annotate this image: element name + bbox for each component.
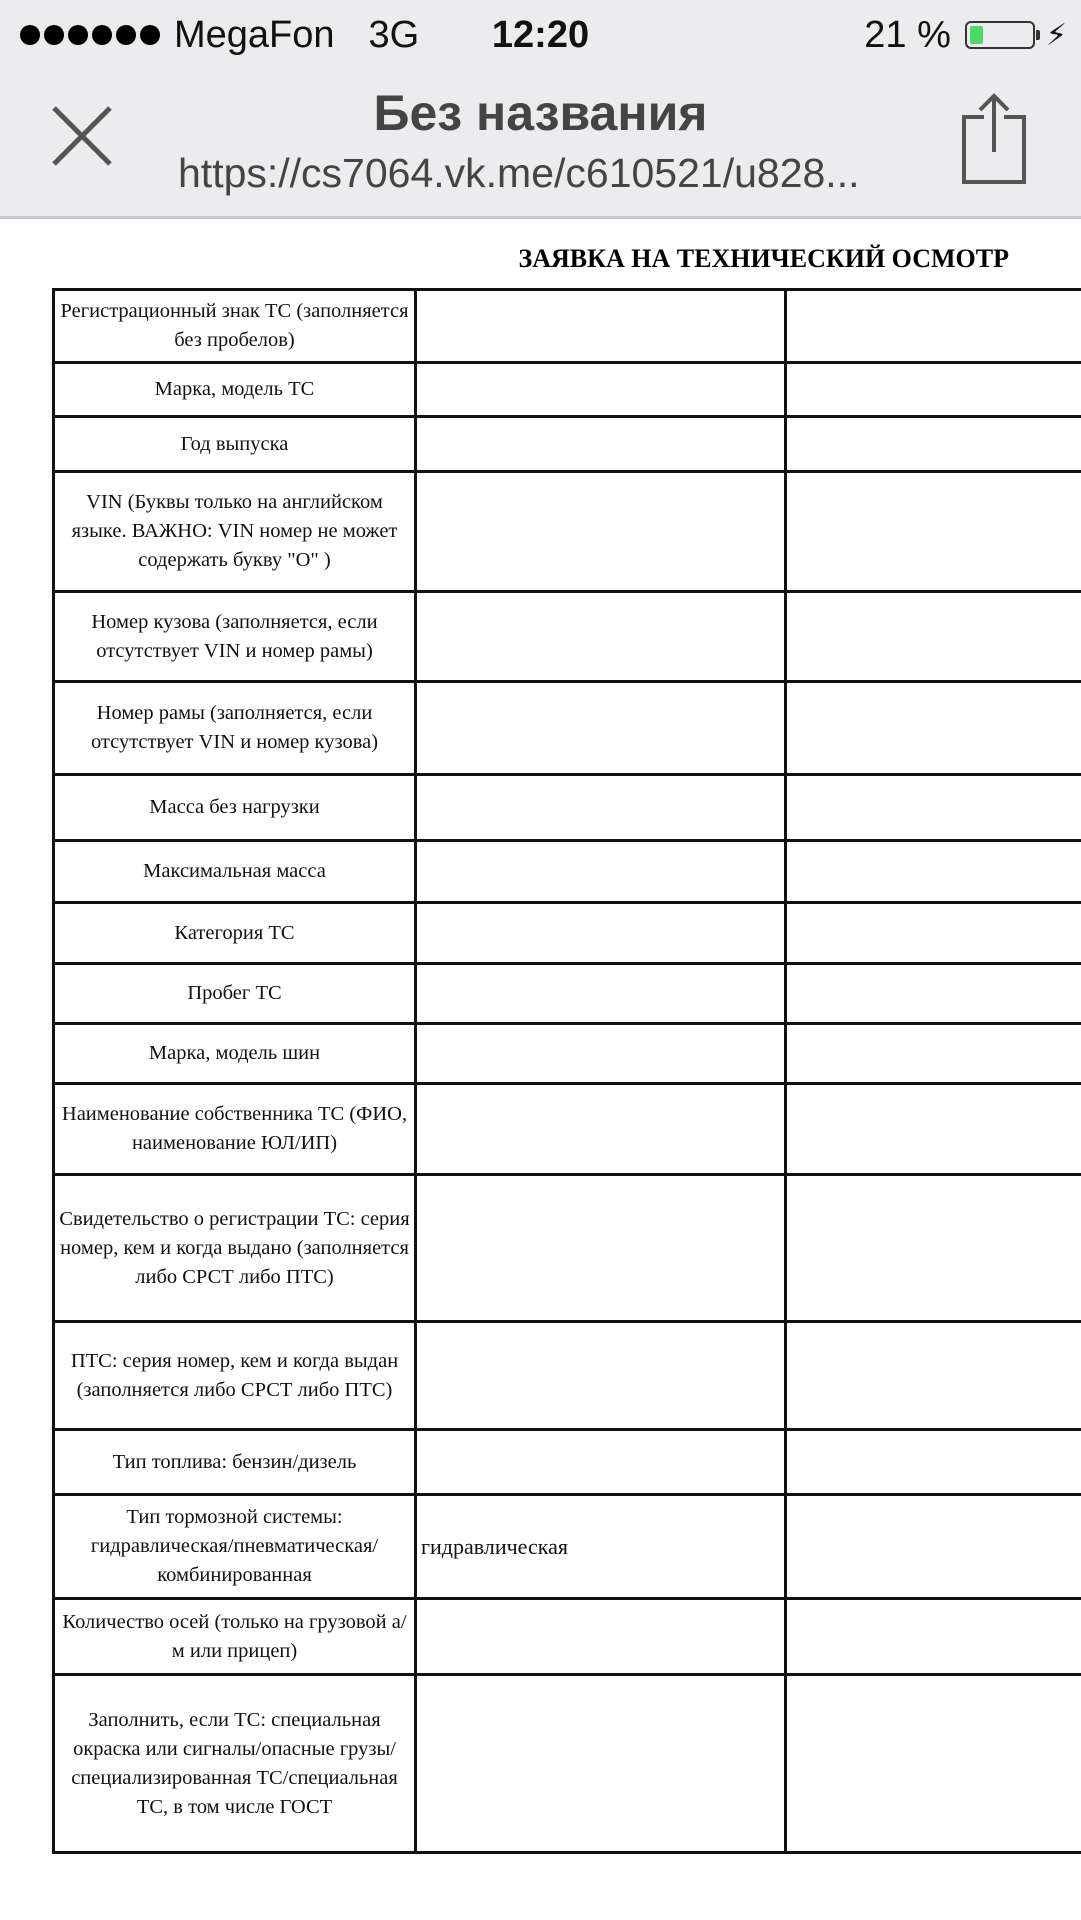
field-label: Наименование собственника ТС (ФИО, наименование ЮЛ/ИП) [54,1084,416,1175]
clock: 12:20 [491,14,590,56]
field-value [416,1675,786,1853]
signal-dot [20,25,40,45]
share-icon[interactable] [960,92,1028,184]
table-row [54,682,1081,775]
field-label: Заполнить, если ТС: специальная окраска или сигналы/опасные грузы/ специализированная ТС/специальная ТС, в том числе ГОСТ [54,1675,416,1853]
signal-dot [68,25,88,45]
field-label: Марка, модель шин [54,1024,416,1084]
page-title: Без названия [373,85,708,141]
table-row [54,1084,1081,1175]
navigation-bar [0,70,1081,219]
field-value [416,592,786,682]
field-value-extra [786,290,1081,363]
field-label: Номер кузова (заполняется, если отсутствует VIN и номер рамы) [54,592,416,682]
field-label: Регистрационный знак ТС (заполняется без пробелов) [54,290,416,363]
field-value-extra [786,682,1081,775]
field-value [416,1430,786,1495]
field-value [416,472,786,592]
table-row [54,903,1081,964]
table-row [54,1495,1081,1599]
table-row [54,592,1081,682]
field-value [416,1084,786,1175]
table-row [54,363,1081,417]
signal-dot [116,25,136,45]
field-value-extra [786,1430,1081,1495]
field-value [416,1175,786,1322]
table-row [54,1430,1081,1495]
signal-dot [44,25,64,45]
battery-level-fill [970,26,983,44]
field-label: Свидетельство о регистрации ТС: серия номер, кем и когда выдано (заполняется либо СРСТ либо ПТС) [54,1175,416,1322]
field-value-extra [786,1175,1081,1322]
field-value-extra [786,592,1081,682]
table-row [54,1175,1081,1322]
bolt-icon: ⚡︎ [1045,18,1067,52]
field-value [416,841,786,903]
status-bar-right [864,10,1067,60]
field-value-extra [786,417,1081,472]
field-value [416,964,786,1024]
page-url: https://cs7064.vk.me/c610521/u828... [178,150,860,196]
field-label: Категория ТС [54,903,416,964]
table-row [54,417,1081,472]
signal-dot [140,25,160,45]
field-value [416,682,786,775]
table-row [54,775,1081,841]
field-value [416,363,786,417]
field-value-extra [786,1024,1081,1084]
field-value-extra [786,1675,1081,1853]
document-title: ЗАЯВКА НА ТЕХНИЧЕСКИЙ ОСМОТР [518,244,1009,273]
field-value-extra [786,964,1081,1024]
signal-dot [92,25,112,45]
field-value-extra [786,1495,1081,1599]
table-row [54,1675,1081,1853]
field-label: Тип тормозной системы: гидравлическая/пневматическая/ комбинированная [54,1495,416,1599]
field-value-extra [786,903,1081,964]
table-row [54,290,1081,363]
field-value [416,290,786,363]
network-type: 3G [368,13,420,56]
carrier-name: MegaFon [174,13,335,56]
field-label: Масса без нагрузки [54,775,416,841]
battery-icon [965,21,1035,49]
table-row [54,964,1081,1024]
field-value-extra [786,363,1081,417]
battery-tip [1036,30,1040,40]
signal-strength-icon [20,25,160,45]
field-label: ПТС: серия номер, кем и когда выдан (заполняется либо СРСТ либо ПТС) [54,1322,416,1430]
field-value [416,417,786,472]
field-label: VIN (Буквы только на английском языке. ВАЖНО: VIN номер не может содержать букву "О" ) [54,472,416,592]
field-value [416,1024,786,1084]
status-bar-left [20,10,419,60]
field-label: Пробег ТС [54,964,416,1024]
table-row [54,1322,1081,1430]
table-row [54,1599,1081,1675]
field-label: Номер рамы (заполняется, если отсутствует VIN и номер кузова) [54,682,416,775]
field-value-extra [786,1599,1081,1675]
field-value [416,903,786,964]
status-bar [0,0,1081,70]
field-label: Тип топлива: бензин/дизель [54,1430,416,1495]
field-label: Количество осей (только на грузовой а/м или прицеп) [54,1599,416,1675]
field-label: Максимальная масса [54,841,416,903]
close-icon[interactable] [50,104,114,168]
table-row [54,841,1081,903]
battery-percent: 21 % [864,13,951,56]
field-value [416,1599,786,1675]
field-value [416,775,786,841]
table-row [54,472,1081,592]
field-value: гидравлическая [416,1495,786,1599]
inspection-form-table [52,288,1081,1854]
table-row [54,1024,1081,1084]
field-value-extra [786,472,1081,592]
field-label: Год выпуска [54,417,416,472]
field-value-extra [786,775,1081,841]
field-value-extra [786,1322,1081,1430]
field-value-extra [786,841,1081,903]
field-value [416,1322,786,1430]
field-value-extra [786,1084,1081,1175]
field-label: Марка, модель ТС [54,363,416,417]
